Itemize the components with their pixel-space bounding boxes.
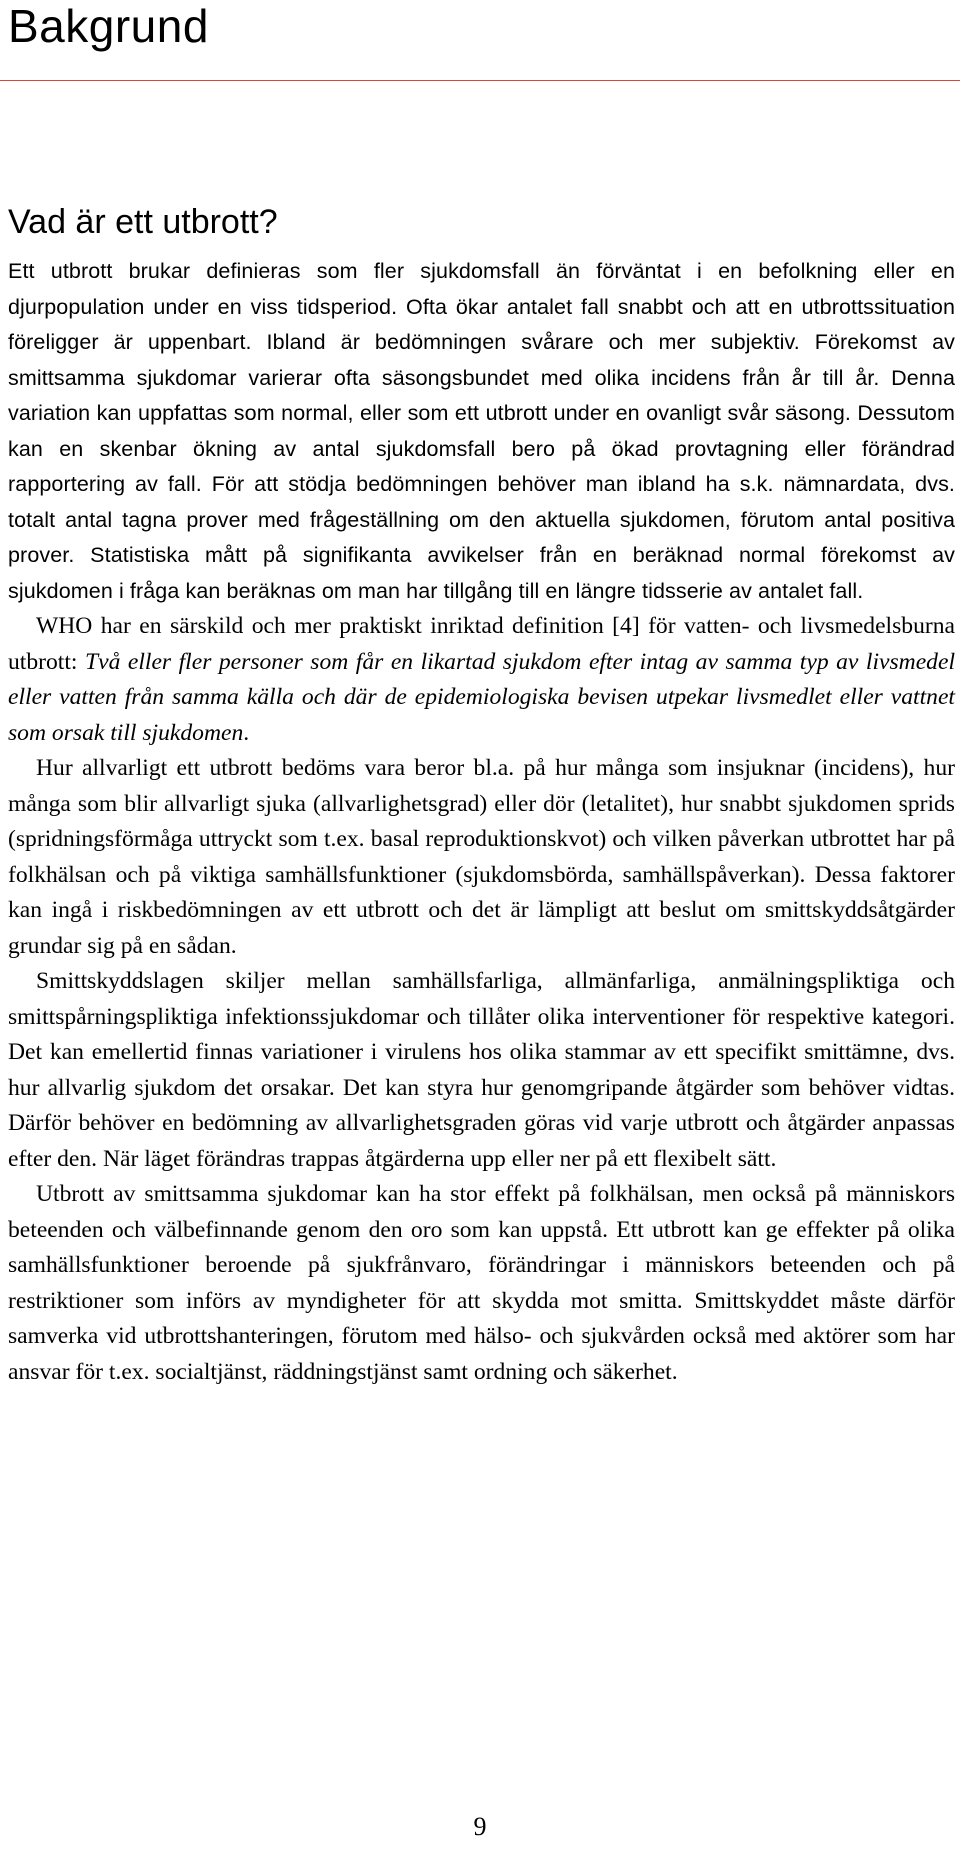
section-title: Vad är ett utbrott? xyxy=(8,203,278,241)
who-definition-quote: Två eller fler personer som får en likartad sjukdom efter intag av samma typ av livsmedel eller vatten från samma källa och där de epidemiologiska bevisen utpekar livsmedlet eller vattnet som orsak till sjukdomen xyxy=(8,648,956,746)
who-tail-text: . xyxy=(243,719,250,746)
page-title: Bakgrund xyxy=(8,0,209,52)
paragraph-definition: Ett utbrott brukar definieras som fler sjukdomsfall än förväntat i en befolkning eller en djurpopulation under en viss tidsperiod. Ofta ökar antalet fall snabbt och att en utbrottssituation föreligger är uppenbart. Ibland är bedömningen svårare och mer subjektiv. Förekomst av smittsamma sjukdomar varierar ofta säsongsbundet med olika incidens från år till år. Denna variation kan uppfattas som normal, eller som ett utbrott under en ovanligt svår säsong. Dessutom kan en skenbar ökning av antal sjukdomsfall bero på ökad provtagning eller förändrad rapportering av fall. För att stödja bedömningen behöver man ibland ha s.k. nämnardata, dvs. totalt antal tagna prover med frågeställning om den aktuella sjukdomen, förutom antal positiva prover. Statistiska mått på signifikanta avvikelser från en beräknad normal förekomst av sjukdomen i fråga kan beräknas om man har tillgång till en längre tidsserie av antalet fall. xyxy=(8,259,955,603)
paragraph-effects: Utbrott av smittsamma sjukdomar kan ha stor effekt på folkhälsan, men också på människors beteenden och välbefinnande genom den oro som kan uppstå. Ett utbrott kan ge effekter på olika samhällsfunktioner beroende på sjukfrånvaro, förändringar i människors beteenden och på restriktioner som införs av myndigheter för att skydda mot smitta. Smittskyddet måste därför samverka vid utbrottshanteringen, förutom med hälso- och sjukvården också med aktörer som har ansvar för t.ex. socialtjänst, räddningstjänst samt ordning och säkerhet. xyxy=(8,1181,955,1385)
paragraph-who-definition xyxy=(8,609,955,751)
title-divider xyxy=(0,80,960,81)
body-text xyxy=(8,254,955,1390)
paragraph-severity: Hur allvarligt ett utbrott bedöms vara beror bl.a. på hur många som insjuknar (incidens), hur många som blir allvarligt sjuka (allvarlighetsgrad) eller dör (letalitet), hur snabbt sjukdomen sprids (spridningsförmåga uttryckt som t.ex. basal reproduktionskvot) och vilken påverkan utbrottet har på folkhälsan och på viktiga samhällsfunktioner (sjukdomsbörda, samhällspåverkan). Dessa faktorer kan ingå i riskbedömningen av ett utbrott och det är lämpligt att beslut om smittskyddsåtgärder grundar sig på en sådan. xyxy=(8,755,955,959)
paragraph-smittskyddslagen: Smittskyddslagen skiljer mellan samhällsfarliga, allmänfarliga, anmälningspliktiga och smittspårningspliktiga infektionssjukdomar och tillåter olika interventioner för respektive kategori. Det kan emellertid finnas variationer i virulens hos olika stammar av ett specifikt smittämne, dvs. hur allvarlig sjukdom det orsakar. Det kan styra hur genomgripande åtgärder som behöver vidtas. Därför behöver en bedömning av allvarlighetsgraden göras vid varje utbrott och åtgärder anpassas efter den. När läget förändras trappas åtgärderna upp eller ner på ett flexibelt sätt. xyxy=(8,968,955,1172)
who-lead-text: WHO har en särskild och mer praktiskt inriktad definition [4] för vatten- och livsmedelsburna utbrott: xyxy=(8,613,955,675)
page-number: 9 xyxy=(473,1812,487,1841)
